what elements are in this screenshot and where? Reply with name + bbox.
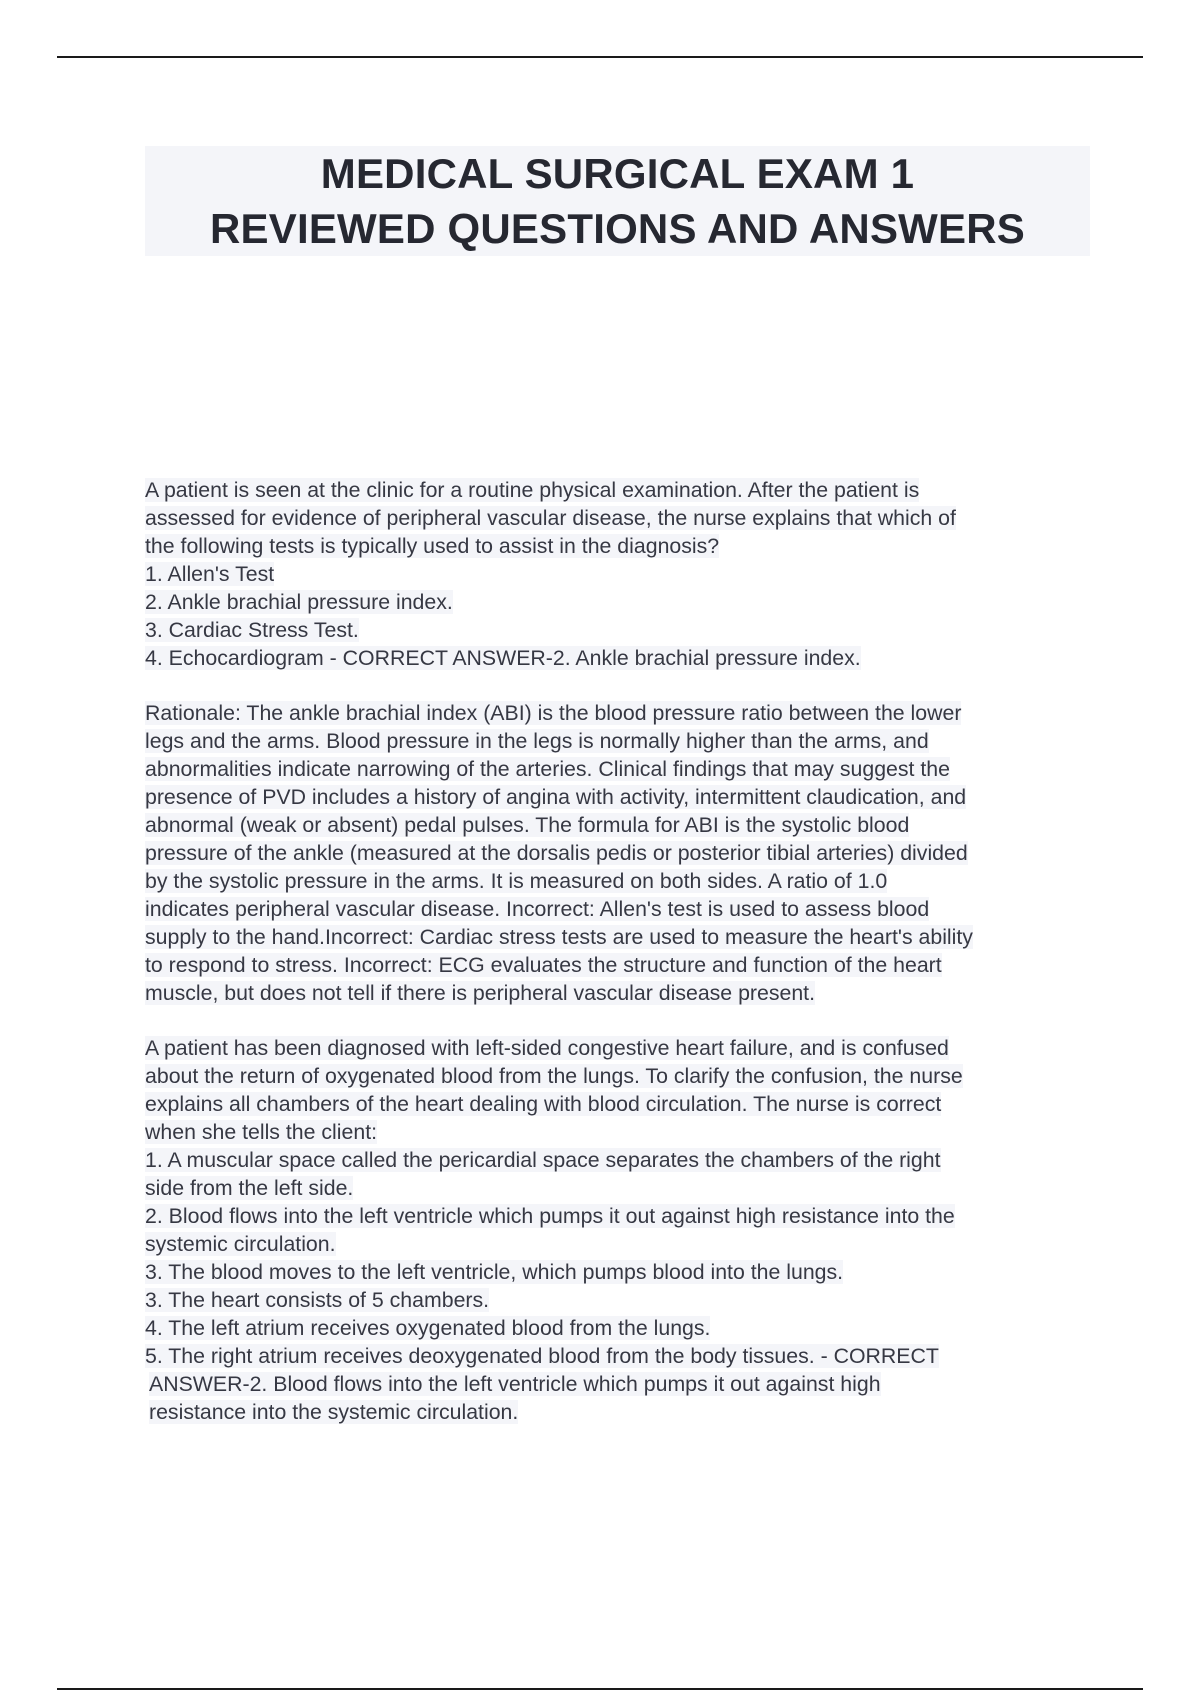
option-line: side from the left side. <box>145 1176 354 1200</box>
question-1-rationale <box>145 699 1090 1007</box>
text-line: A patient has been diagnosed with left-sided congestive heart failure, and is confused <box>145 1036 949 1060</box>
text-line: A patient is seen at the clinic for a routine physical examination. After the patient is <box>145 478 920 502</box>
question-1 <box>145 476 1090 1007</box>
question-2-options <box>145 1146 1090 1370</box>
option-line: 3. The blood moves to the left ventricle, which pumps blood into the lungs. <box>145 1260 844 1284</box>
text-line: Rationale: The ankle brachial index (ABI) is the blood pressure ratio between the lower <box>145 701 962 725</box>
option-line: 2. Blood flows into the left ventricle which pumps it out against high resistance into the <box>145 1204 955 1228</box>
text-line: the following tests is typically used to assist in the diagnosis? <box>145 534 720 558</box>
bottom-rule <box>57 1688 1143 1690</box>
text-line: abnormalities indicate narrowing of the arteries. Clinical findings that may suggest the <box>145 757 950 781</box>
question-2-answer <box>145 1370 1090 1426</box>
option-line: 3. The heart consists of 5 chambers. <box>145 1288 490 1312</box>
answer-line: ANSWER-2. Blood flows into the left ventricle which pumps it out against high <box>149 1372 881 1396</box>
document-body <box>145 476 1090 1426</box>
option-line: 4. Echocardiogram - CORRECT ANSWER-2. Ankle brachial pressure index. <box>145 646 861 670</box>
text-line: by the systolic pressure in the arms. It is measured on both sides. A ratio of 1.0 <box>145 869 888 893</box>
text-line: muscle, but does not tell if there is peripheral vascular disease present. <box>145 981 816 1005</box>
question-2 <box>145 1034 1090 1426</box>
option-line: systemic circulation. <box>145 1232 336 1256</box>
top-rule <box>57 56 1143 58</box>
question-1-options <box>145 560 1090 672</box>
text-line: about the return of oxygenated blood from the lungs. To clarify the confusion, the nurse <box>145 1064 963 1088</box>
option-line: 5. The right atrium receives deoxygenated blood from the body tissues. - CORRECT <box>145 1344 939 1368</box>
text-line: explains all chambers of the heart dealing with blood circulation. The nurse is correct <box>145 1092 942 1116</box>
text-line: presence of PVD includes a history of angina with activity, intermittent claudication, and <box>145 785 967 809</box>
text-line: assessed for evidence of peripheral vascular disease, the nurse explains that which of <box>145 506 956 530</box>
title-line-2: REVIEWED QUESTIONS AND ANSWERS <box>210 205 1025 252</box>
option-line: 2. Ankle brachial pressure index. <box>145 590 453 614</box>
option-line: 1. A muscular space called the pericardial space separates the chambers of the right <box>145 1148 941 1172</box>
text-line: indicates peripheral vascular disease. Incorrect: Allen's test is used to assess blood <box>145 897 930 921</box>
text-line: when she tells the client: <box>145 1120 378 1144</box>
answer-line: resistance into the systemic circulation. <box>149 1400 519 1424</box>
text-line: legs and the arms. Blood pressure in the legs is normally higher than the arms, and <box>145 729 929 753</box>
question-1-stem <box>145 476 1090 560</box>
text-line: to respond to stress. Incorrect: ECG evaluates the structure and function of the heart <box>145 953 942 977</box>
title-line-1: MEDICAL SURGICAL EXAM 1 <box>320 150 915 197</box>
option-line: 3. Cardiac Stress Test. <box>145 618 359 642</box>
text-line: pressure of the ankle (measured at the dorsalis pedis or posterior tibial arteries) divided <box>145 841 968 865</box>
text-line: supply to the hand.Incorrect: Cardiac stress tests are used to measure the heart's ability <box>145 925 973 949</box>
question-2-stem <box>145 1034 1090 1146</box>
document-title <box>145 146 1090 256</box>
option-line: 4. The left atrium receives oxygenated blood from the lungs. <box>145 1316 711 1340</box>
text-line: abnormal (weak or absent) pedal pulses. The formula for ABI is the systolic blood <box>145 813 910 837</box>
option-line: 1. Allen's Test <box>145 562 275 586</box>
